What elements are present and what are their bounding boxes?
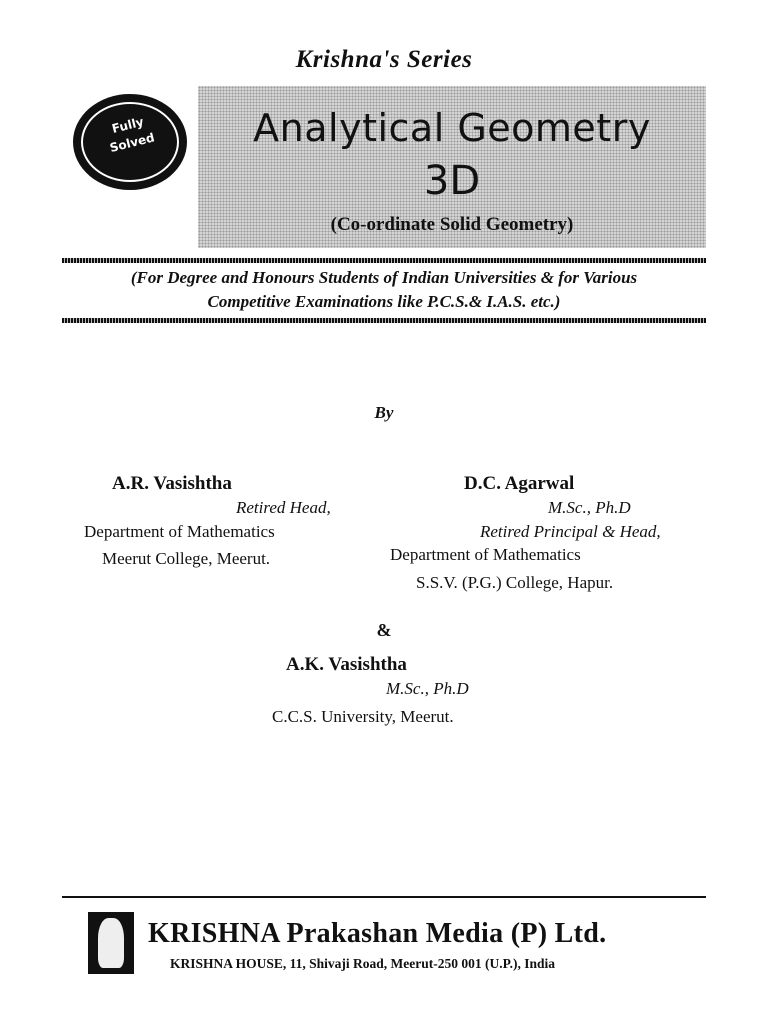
badge-line-1: Fully [110,114,146,136]
author-2-role: Retired Principal & Head, [480,522,661,541]
fully-solved-badge [73,94,187,190]
audience-note [62,266,706,314]
publisher-address: KRISHNA HOUSE, 11, Shivaji Road, Meerut-250 001 (U.P.), India [170,956,556,971]
publisher-rule [62,896,706,898]
by-label: By [374,403,394,422]
author-1-degree: Retired Head, [236,498,331,517]
book-title: Analytical Geometry [253,106,651,150]
author-2-college: S.S.V. (P.G.) College, Hapur. [416,573,614,592]
author-1-name: A.R. Vasishtha [112,473,232,494]
and-separator: & [376,620,392,640]
author-2-degree: M.Sc., Ph.D [548,498,631,517]
book-title-3d: 3D [423,158,481,204]
logo-figure-icon [98,918,124,968]
author-3-name: A.K. Vasishtha [286,654,407,675]
bottom-divider [62,318,706,323]
author-1-college: Meerut College, Meerut. [102,549,271,568]
series-title: Krishna's Series [295,46,473,73]
author-3-degree: M.Sc., Ph.D [386,679,469,698]
publisher-logo [88,912,134,974]
author-2-dept: Department of Mathematics [390,545,581,564]
publisher-name: KRISHNA Prakashan Media (P) Ltd. [148,918,607,949]
audience-line-2: Competitive Examinations like P.C.S.& I.A.S. etc.) [207,292,561,311]
author-3-college: C.C.S. University, Meerut. [272,707,454,726]
book-subtitle: (Co-ordinate Solid Geometry) [330,214,574,235]
top-divider [62,258,706,263]
badge-line-2: Solved [108,130,156,156]
author-1-dept: Department of Mathematics [84,522,275,541]
author-2-name: D.C. Agarwal [464,473,575,494]
audience-line-1: (For Degree and Honours Students of Indian Universities & for Various [130,268,638,287]
